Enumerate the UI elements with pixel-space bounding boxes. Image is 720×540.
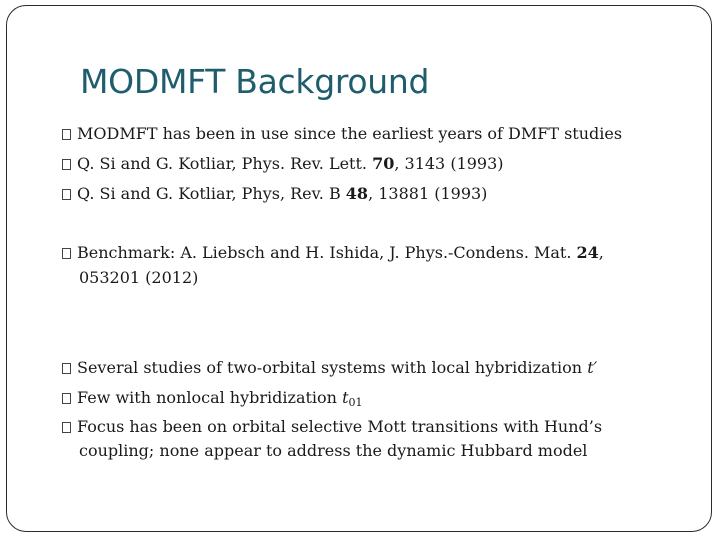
- bullet-box-icon: [62, 363, 71, 374]
- bullet-item: [62, 415, 682, 439]
- bullet-item: [62, 152, 682, 176]
- bullet-box-icon: [62, 422, 71, 433]
- bullet-text: Focus has been on orbital selective Mott transitions with Hund’s: [77, 417, 603, 436]
- slide-title: MODMFT Background: [80, 62, 430, 101]
- citation-pages: , 13881 (1993): [368, 184, 488, 203]
- bullet-text: Few with nonlocal hybridization: [77, 388, 343, 407]
- bullet-box-icon: [62, 393, 71, 404]
- bullet-item: [62, 386, 682, 410]
- bullet-item: [62, 182, 682, 206]
- bullet-text: Several studies of two-orbital systems with local hybridization: [77, 358, 588, 377]
- math-symbol: t′: [587, 358, 598, 377]
- bullet-item: [62, 241, 682, 265]
- citation-authors: Q. Si and G. Kotliar, Phys, Rev. B: [77, 184, 346, 203]
- bullet-box-icon: [62, 159, 71, 170]
- bullet-box-icon: [62, 189, 71, 200]
- citation-authors: Benchmark: A. Liebsch and H. Ishida, J. Phys.-Condens. Mat.: [77, 243, 577, 262]
- citation-volume: 24: [576, 243, 599, 262]
- bullet-continuation: 053201 (2012): [79, 268, 199, 287]
- citation-authors: Q. Si and G. Kotliar, Phys. Rev. Lett.: [77, 154, 373, 173]
- bullet-box-icon: [62, 129, 71, 140]
- citation-volume: 70: [372, 154, 395, 173]
- citation-pages: , 3143 (1993): [394, 154, 504, 173]
- citation-pages: ,: [598, 243, 604, 262]
- math-symbol: t: [342, 388, 349, 407]
- bullet-text: MODMFT has been in use since the earliest years of DMFT studies: [77, 124, 623, 143]
- bullet-item: [62, 122, 682, 146]
- bullet-box-icon: [62, 248, 71, 259]
- math-subscript: 01: [348, 396, 363, 409]
- citation-volume: 48: [345, 184, 369, 203]
- bullet-item: [62, 356, 682, 380]
- bullet-continuation: coupling; none appear to address the dynamic Hubbard model: [79, 441, 588, 460]
